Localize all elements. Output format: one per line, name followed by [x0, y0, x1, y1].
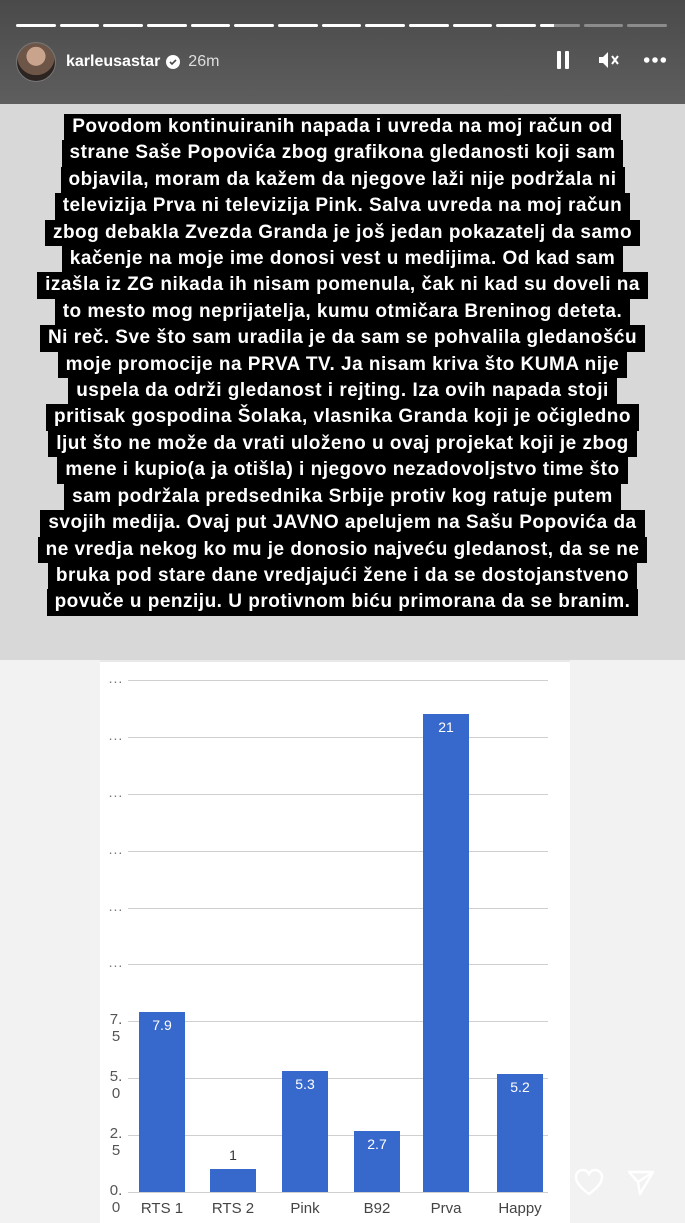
x-tick-label: RTS 2 [211, 1200, 255, 1217]
text-line: svojih medija. Ovaj put JAVNO apelujem na Sašu Popovića da [40, 510, 644, 536]
gridline [128, 680, 548, 681]
text-line: to mesto mog neprijatelja, kumu otmičara Breninog deteta. [55, 299, 631, 325]
send-icon[interactable] [625, 1166, 657, 1198]
verified-badge-icon [166, 55, 180, 69]
progress-segment [234, 24, 274, 27]
y-tick-text: ... [108, 840, 124, 857]
gridline [128, 1192, 548, 1193]
y-tick-label [104, 1125, 128, 1159]
x-tick-label: Pink [290, 1200, 320, 1217]
gridline [128, 737, 548, 738]
x-tick-label: Prva [430, 1200, 462, 1217]
y-tick-label [104, 954, 128, 971]
progress-segment [540, 24, 580, 27]
text-line: zbog debakla Zvezda Granda je još jedan pokazatelj da samo [45, 220, 640, 246]
x-tick-label: Happy [498, 1200, 542, 1217]
chart-right-margin [570, 660, 685, 1223]
y-tick-label [104, 727, 128, 744]
progress-segment [191, 24, 231, 27]
progress-segment [365, 24, 405, 27]
text-line: ljut što ne može da vrati uloženo u ovaj projekat koji je zbog [48, 431, 637, 457]
y-tick-text: 7. [109, 1011, 123, 1029]
x-tick-label: B92 [363, 1200, 391, 1217]
bar-value-label: 2.7 [367, 1135, 387, 1152]
y-tick-label [104, 784, 128, 801]
bar-value-label: 21 [438, 719, 454, 736]
story-user-row[interactable] [16, 42, 219, 82]
chart-left-margin [0, 660, 100, 1223]
mute-icon[interactable] [597, 48, 621, 72]
y-tick-text: ... [108, 783, 124, 800]
gridline [128, 1135, 548, 1136]
story-time: 26m [188, 53, 220, 70]
progress-segment [103, 24, 143, 27]
more-icon[interactable] [643, 48, 667, 72]
gridline [128, 908, 548, 909]
y-tick-text: 2. [109, 1125, 123, 1143]
gridline [128, 964, 548, 965]
text-line: objavila, moram da kažem da njegove laži nije podržala ni [61, 167, 625, 193]
progress-segment [16, 24, 56, 27]
y-tick-text: 5. [109, 1068, 123, 1086]
text-line: mene i kupio(a ja otišla) i njegovo nezadovoljstvo time što [57, 457, 627, 483]
gridline [128, 794, 548, 795]
progress-segment [322, 24, 362, 27]
story-progress-bar [16, 24, 667, 27]
text-line: kačenje na moje ime donosi vest u medijima. Od kad sam [62, 246, 623, 272]
bar-value-label: 5.3 [295, 1076, 315, 1093]
text-line: povuče u penziju. U protivnom biću primorana da se branim. [47, 589, 639, 615]
progress-segment [453, 24, 493, 27]
y-tick-label [104, 1011, 128, 1045]
text-line: sam podržala predsednika Srbije protiv kog ratuje putem [64, 484, 621, 510]
text-line: uspela da održi gledanost i rejting. Iza ovih napada stoji [68, 378, 617, 404]
y-tick-text: 5 [111, 1142, 121, 1160]
text-line: strane Saše Popovića zbog grafikona gledanosti koji sam [62, 140, 624, 166]
y-tick-label [104, 898, 128, 915]
progress-segment [496, 24, 536, 27]
pause-icon[interactable] [551, 48, 575, 72]
y-tick-text: 0 [111, 1199, 121, 1216]
story-text-overlay [0, 104, 685, 660]
bar-value-label: 5.2 [510, 1078, 530, 1095]
text-line: Ni reč. Sve što sam uradila je da sam se pohvalila gledanošću [40, 325, 645, 351]
progress-segment [409, 24, 449, 27]
y-tick-text: 0. [109, 1182, 123, 1199]
text-line: televizija Prva ni televizija Pink. Salva uvreda na moj račun [55, 193, 631, 219]
y-tick-label [104, 670, 128, 687]
y-tick-text: ... [108, 670, 124, 686]
bar-value-label: 7.9 [152, 1017, 172, 1034]
gridline [128, 851, 548, 852]
y-tick-text: ... [108, 726, 124, 743]
text-line: Povodom kontinuiranih napada i uvreda na moj račun od [64, 114, 621, 140]
y-tick-label [104, 1182, 128, 1216]
avatar[interactable] [16, 42, 56, 82]
progress-segment [627, 24, 667, 27]
text-line: moje promocije na PRVA TV. Ja nisam kriva što KUMA nije [58, 352, 628, 378]
text-line: ne vredja nekog ko mu je donosio najveću gledanost, da se ne [38, 537, 648, 563]
text-line: pritisak gospodina Šolaka, vlasnika Granda koji je očigledno [46, 404, 639, 430]
x-tick-label: RTS 1 [140, 1200, 184, 1217]
bar-rts-1 [139, 1012, 185, 1192]
text-line: bruka pod stare dane vredjajući žene i da se dostojanstveno [48, 563, 637, 589]
progress-segment [584, 24, 624, 27]
story-controls [551, 48, 667, 72]
story-actions [573, 1166, 657, 1198]
bar-prva [423, 714, 469, 1192]
y-tick-text: 5 [111, 1028, 121, 1046]
y-tick-label [104, 841, 128, 858]
y-tick-text: ... [108, 897, 124, 914]
gridline [128, 1078, 548, 1079]
bar-rts-2 [210, 1169, 256, 1192]
y-tick-text: 0 [111, 1085, 121, 1103]
y-tick-label [104, 1068, 128, 1102]
y-tick-text: ... [108, 954, 124, 971]
bar-value-label: 1 [229, 1147, 237, 1164]
heart-icon[interactable] [573, 1166, 605, 1198]
text-line: izašla iz ZG nikada ih nisam pomenula, čak ni kad su doveli na [37, 272, 648, 298]
progress-segment [278, 24, 318, 27]
progress-segment [147, 24, 187, 27]
progress-segment [60, 24, 100, 27]
username[interactable]: karleusastar [66, 53, 161, 70]
